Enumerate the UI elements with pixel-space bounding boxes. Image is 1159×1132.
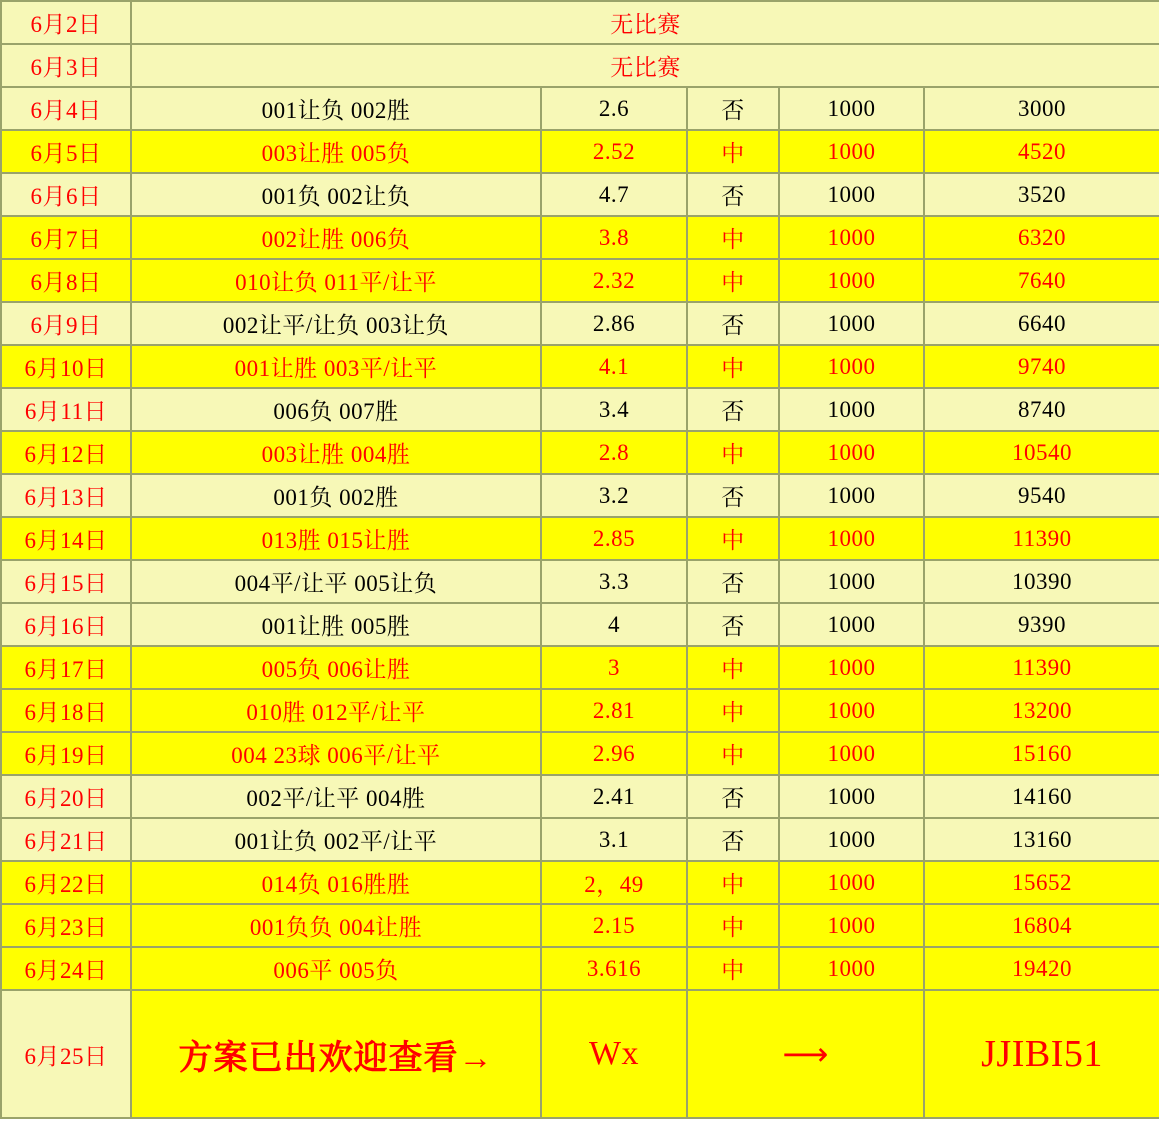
cell-odds: 2.86: [541, 302, 687, 345]
cell-total: 6640: [924, 302, 1159, 345]
cell-pick: 010让负 011平/让平: [131, 259, 541, 302]
cell-odds: 4: [541, 603, 687, 646]
cell-stake: 1000: [779, 130, 924, 173]
cell-odds: 4.7: [541, 173, 687, 216]
cell-odds: 3.2: [541, 474, 687, 517]
cell-stake: 1000: [779, 173, 924, 216]
table-row: [1, 560, 1159, 603]
promo-wx-label: Wx: [541, 990, 687, 1118]
table-row: [1, 87, 1159, 130]
table-row: [1, 861, 1159, 904]
promo-row: [1, 990, 1159, 1118]
cell-hit: 中: [687, 130, 779, 173]
cell-hit: 否: [687, 87, 779, 130]
cell-hit: 中: [687, 517, 779, 560]
cell-stake: 1000: [779, 431, 924, 474]
cell-pick: 001让胜 005胜: [131, 603, 541, 646]
cell-no-match: 无比赛: [131, 44, 1159, 87]
table-row: [1, 259, 1159, 302]
cell-pick: 002让胜 006负: [131, 216, 541, 259]
cell-date: 6月24日: [1, 947, 131, 990]
cell-date: 6月12日: [1, 431, 131, 474]
table-row: [1, 947, 1159, 990]
cell-hit: 中: [687, 646, 779, 689]
cell-odds: 4.1: [541, 345, 687, 388]
cell-date: 6月17日: [1, 646, 131, 689]
cell-stake: 1000: [779, 732, 924, 775]
cell-stake: 1000: [779, 861, 924, 904]
cell-odds: 3.4: [541, 388, 687, 431]
cell-date: 6月15日: [1, 560, 131, 603]
cell-hit: 中: [687, 689, 779, 732]
cell-hit: 中: [687, 732, 779, 775]
cell-stake: 1000: [779, 689, 924, 732]
cell-pick: 001让胜 003平/让平: [131, 345, 541, 388]
cell-date: 6月20日: [1, 775, 131, 818]
table-row: [1, 1, 1159, 44]
cell-total: 3520: [924, 173, 1159, 216]
cell-hit: 中: [687, 861, 779, 904]
cell-pick: 001让负 002平/让平: [131, 818, 541, 861]
cell-stake: 1000: [779, 775, 924, 818]
cell-hit: 中: [687, 259, 779, 302]
cell-hit: 否: [687, 603, 779, 646]
cell-hit: 否: [687, 775, 779, 818]
cell-total: 10540: [924, 431, 1159, 474]
cell-total: 16804: [924, 904, 1159, 947]
cell-hit: 否: [687, 388, 779, 431]
table-row: [1, 904, 1159, 947]
table-row: [1, 431, 1159, 474]
cell-date: 6月9日: [1, 302, 131, 345]
cell-pick: 006负 007胜: [131, 388, 541, 431]
cell-pick: 001负 002胜: [131, 474, 541, 517]
cell-odds: 2.85: [541, 517, 687, 560]
cell-total: 15652: [924, 861, 1159, 904]
cell-pick: 001让负 002胜: [131, 87, 541, 130]
table-row: [1, 44, 1159, 87]
cell-date: 6月18日: [1, 689, 131, 732]
cell-total: 8740: [924, 388, 1159, 431]
cell-total: 9740: [924, 345, 1159, 388]
cell-pick: 002平/让平 004胜: [131, 775, 541, 818]
cell-date: 6月11日: [1, 388, 131, 431]
cell-odds: 2.52: [541, 130, 687, 173]
cell-date: 6月16日: [1, 603, 131, 646]
cell-date: 6月19日: [1, 732, 131, 775]
cell-odds: 2.6: [541, 87, 687, 130]
cell-stake: 1000: [779, 603, 924, 646]
cell-date: 6月7日: [1, 216, 131, 259]
cell-pick: 013胜 015让胜: [131, 517, 541, 560]
cell-stake: 1000: [779, 474, 924, 517]
cell-odds: 2.32: [541, 259, 687, 302]
cell-date: 6月14日: [1, 517, 131, 560]
cell-odds: 3.1: [541, 818, 687, 861]
promo-contact-id: JJIBI51: [924, 990, 1159, 1118]
cell-hit: 否: [687, 173, 779, 216]
table-row: [1, 646, 1159, 689]
cell-stake: 1000: [779, 388, 924, 431]
cell-odds: 3.616: [541, 947, 687, 990]
table-row: [1, 173, 1159, 216]
cell-date: 6月21日: [1, 818, 131, 861]
cell-no-match: 无比赛: [131, 1, 1159, 44]
cell-hit: 中: [687, 431, 779, 474]
cell-pick: 005负 006让胜: [131, 646, 541, 689]
cell-stake: 1000: [779, 259, 924, 302]
cell-stake: 1000: [779, 517, 924, 560]
cell-stake: 1000: [779, 904, 924, 947]
cell-date: 6月3日: [1, 44, 131, 87]
cell-pick: 003让胜 005负: [131, 130, 541, 173]
cell-odds: 3: [541, 646, 687, 689]
cell-total: 9540: [924, 474, 1159, 517]
table-row: [1, 775, 1159, 818]
cell-pick: 004 23球 006平/让平: [131, 732, 541, 775]
table-row: [1, 818, 1159, 861]
cell-odds: 2.15: [541, 904, 687, 947]
cell-pick: 001负 002让负: [131, 173, 541, 216]
table-row: [1, 689, 1159, 732]
cell-date: 6月25日: [1, 990, 131, 1118]
cell-odds: 2.81: [541, 689, 687, 732]
table-row: [1, 603, 1159, 646]
cell-hit: 否: [687, 818, 779, 861]
cell-date: 6月2日: [1, 1, 131, 44]
cell-total: 9390: [924, 603, 1159, 646]
cell-total: 7640: [924, 259, 1159, 302]
cell-stake: 1000: [779, 87, 924, 130]
cell-odds: 2.96: [541, 732, 687, 775]
cell-total: 19420: [924, 947, 1159, 990]
cell-total: 3000: [924, 87, 1159, 130]
cell-stake: 1000: [779, 560, 924, 603]
table-row: [1, 345, 1159, 388]
cell-total: 13160: [924, 818, 1159, 861]
cell-total: 10390: [924, 560, 1159, 603]
cell-total: 11390: [924, 517, 1159, 560]
table-row: [1, 302, 1159, 345]
right-arrow-icon: [687, 990, 924, 1118]
cell-hit: 否: [687, 474, 779, 517]
table-row: [1, 388, 1159, 431]
cell-stake: 1000: [779, 216, 924, 259]
table-row: [1, 517, 1159, 560]
cell-date: 6月22日: [1, 861, 131, 904]
cell-stake: 1000: [779, 947, 924, 990]
cell-date: 6月23日: [1, 904, 131, 947]
cell-hit: 否: [687, 560, 779, 603]
cell-odds: 3.8: [541, 216, 687, 259]
cell-stake: 1000: [779, 818, 924, 861]
cell-hit: 中: [687, 904, 779, 947]
cell-date: 6月13日: [1, 474, 131, 517]
cell-total: 13200: [924, 689, 1159, 732]
cell-odds: 2，49: [541, 861, 687, 904]
cell-pick: 014负 016胜胜: [131, 861, 541, 904]
cell-total: 11390: [924, 646, 1159, 689]
cell-hit: 否: [687, 302, 779, 345]
cell-pick: 006平 005负: [131, 947, 541, 990]
cell-hit: 中: [687, 345, 779, 388]
cell-pick: 004平/让平 005让负: [131, 560, 541, 603]
cell-total: 15160: [924, 732, 1159, 775]
cell-hit: 中: [687, 216, 779, 259]
cell-date: 6月4日: [1, 87, 131, 130]
cell-stake: 1000: [779, 302, 924, 345]
table-row: [1, 216, 1159, 259]
table-row: [1, 130, 1159, 173]
table-row: [1, 474, 1159, 517]
cell-date: 6月5日: [1, 130, 131, 173]
table-row: [1, 732, 1159, 775]
cell-stake: 1000: [779, 646, 924, 689]
cell-total: 14160: [924, 775, 1159, 818]
arrow-glyph: ⟶: [782, 1034, 829, 1073]
cell-odds: 2.41: [541, 775, 687, 818]
cell-stake: 1000: [779, 345, 924, 388]
cell-pick: 010胜 012平/让平: [131, 689, 541, 732]
cell-hit: 中: [687, 947, 779, 990]
cell-total: 6320: [924, 216, 1159, 259]
promo-message: 方案已出欢迎查看→: [131, 990, 541, 1118]
cell-pick: 001负负 004让胜: [131, 904, 541, 947]
cell-odds: 2.8: [541, 431, 687, 474]
cell-date: 6月8日: [1, 259, 131, 302]
cell-date: 6月10日: [1, 345, 131, 388]
cell-date: 6月6日: [1, 173, 131, 216]
cell-odds: 3.3: [541, 560, 687, 603]
cell-pick: 002让平/让负 003让负: [131, 302, 541, 345]
cell-total: 4520: [924, 130, 1159, 173]
cell-pick: 003让胜 004胜: [131, 431, 541, 474]
